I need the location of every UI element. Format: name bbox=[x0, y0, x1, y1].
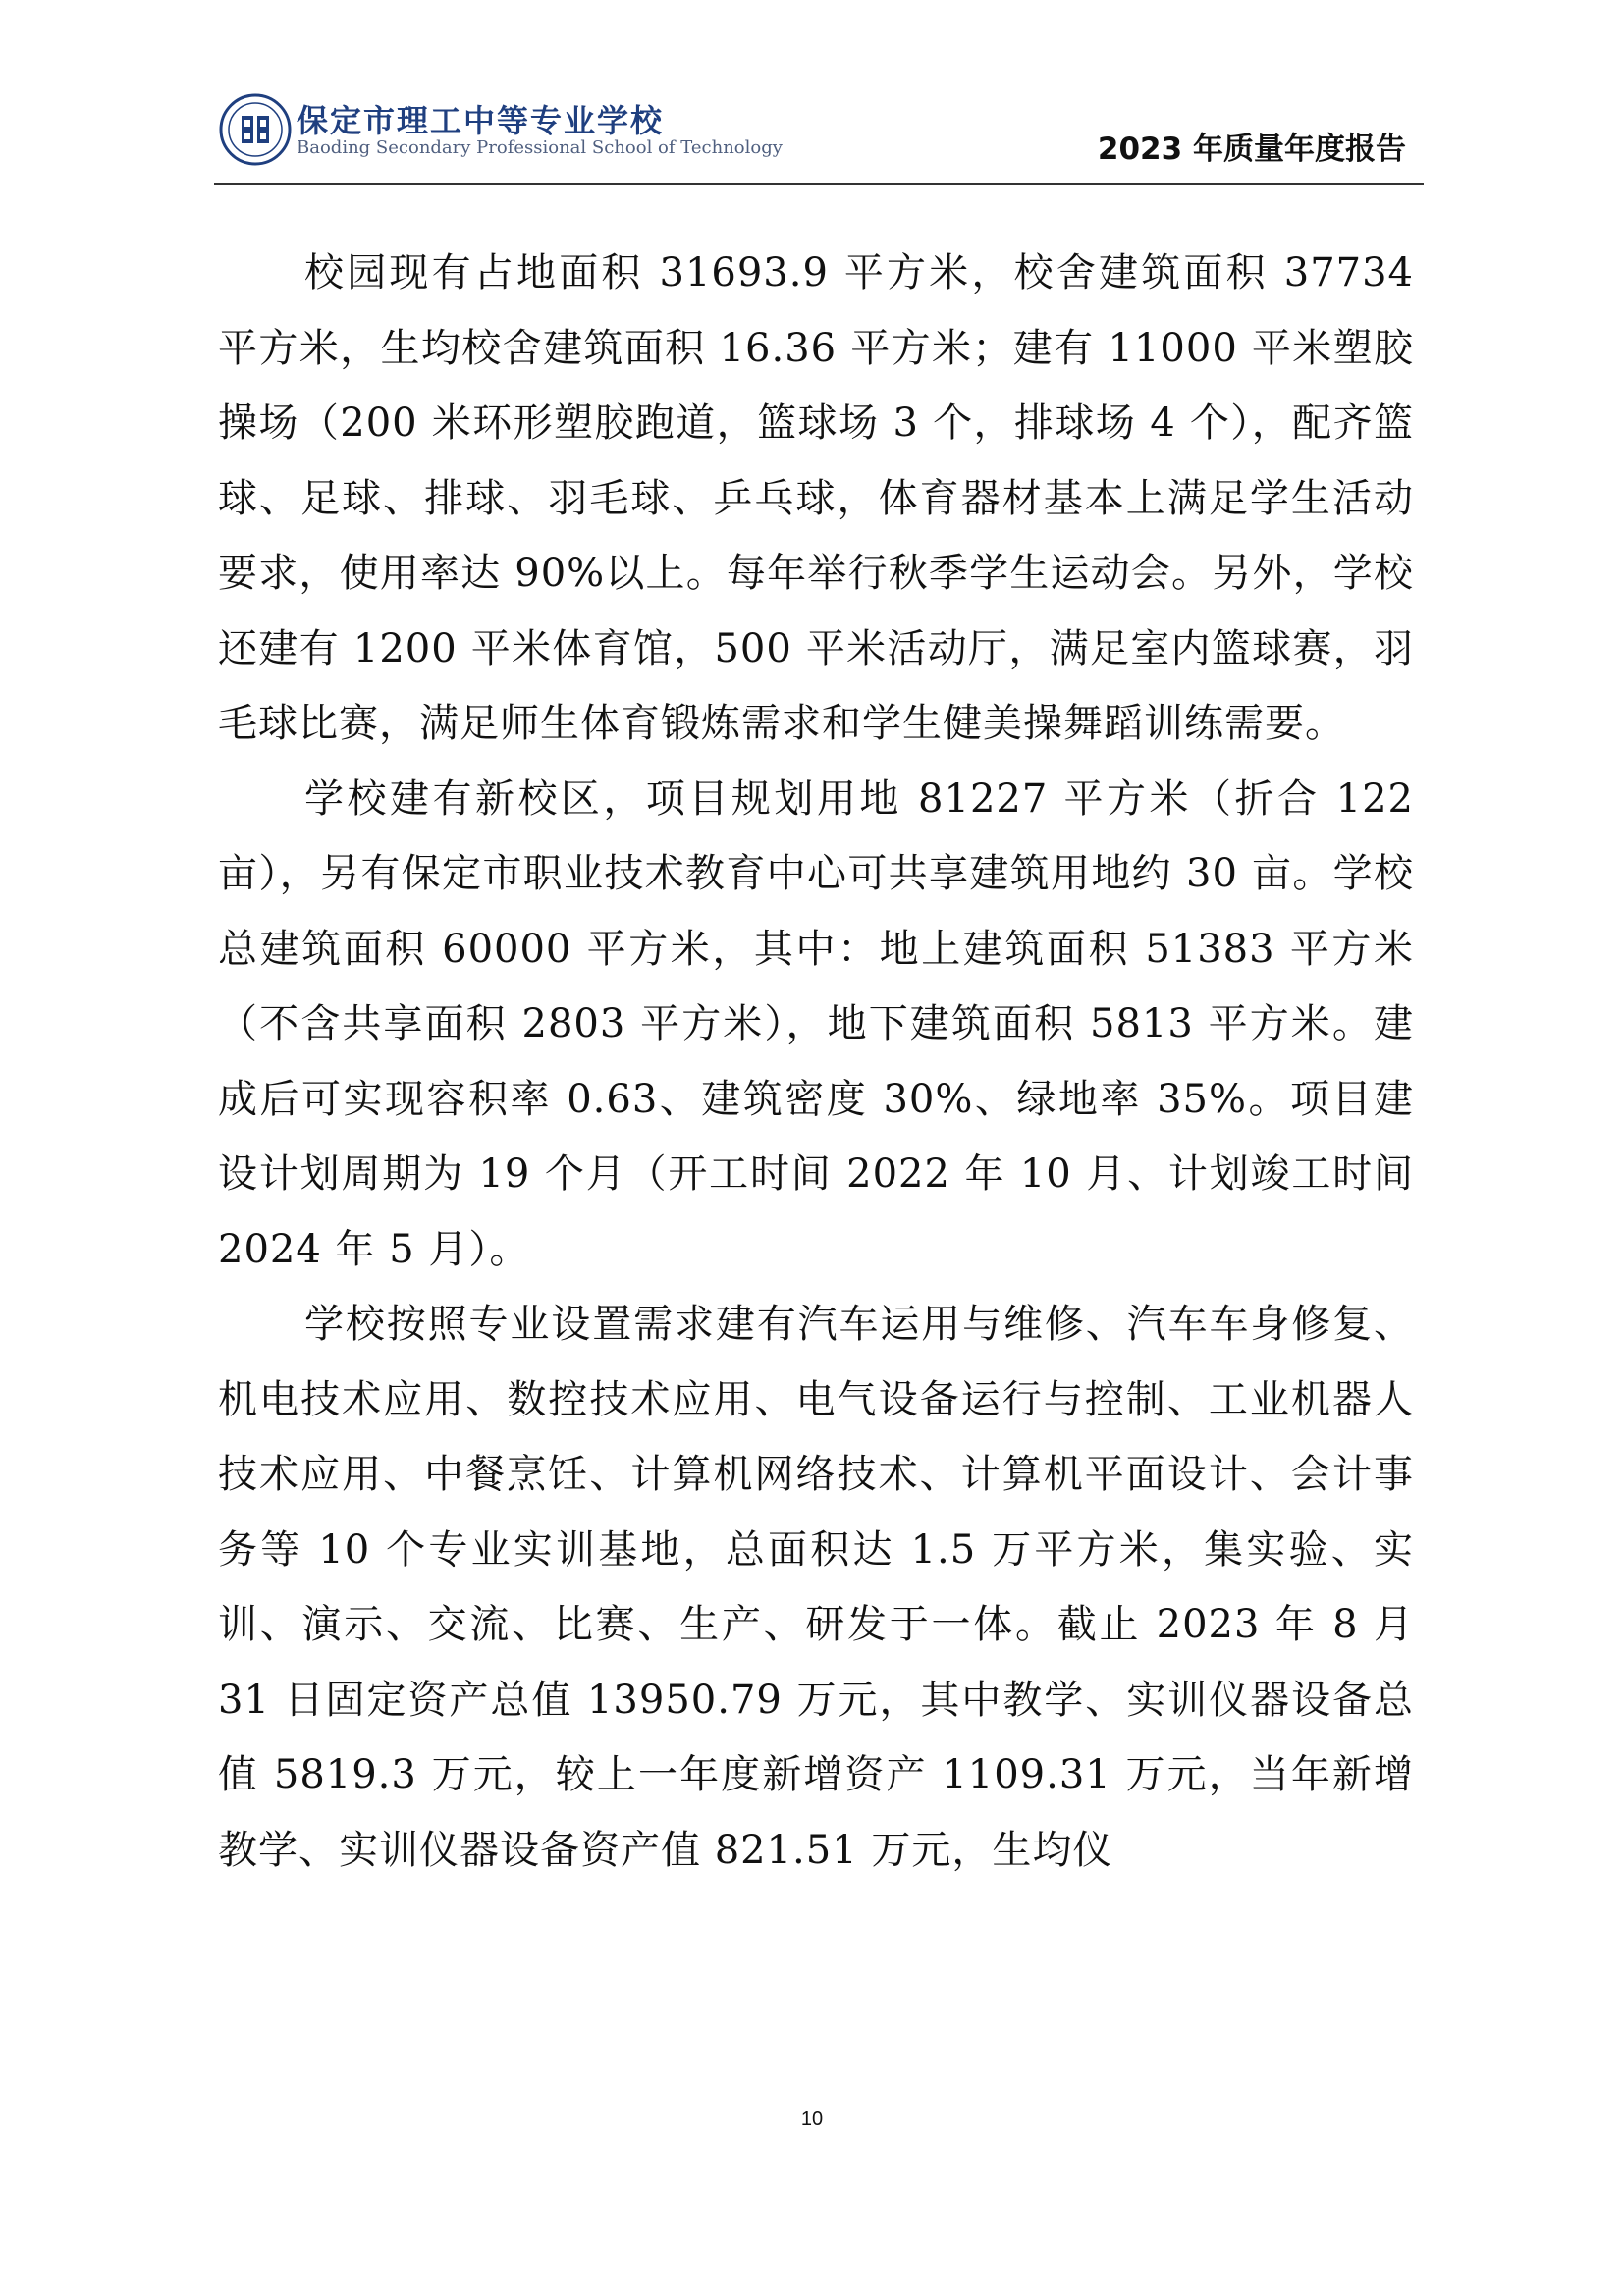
school-name-en: Baoding Secondary Professional School of Technology bbox=[297, 137, 783, 158]
page-number: 10 bbox=[800, 2109, 824, 2130]
document-body bbox=[218, 236, 1414, 1888]
paragraph-campus-facilities: 校园现有占地面积 31693.9 平方米，校舍建筑面积 37734 平方米，生均校舍建筑面积 16.36 平方米；建有 11000 平米塑胶操场（200 米环形塑胶跑道，篮球场 3 个，排球场 4 个），配齐篮球、足球、排球、羽毛球、乒乓球，体育器材基本上满足学生活动要求，使用率达 90%以上。每年举行秋季学生运动会。另外，学校还建有 1200 平米体育馆，500 平米活动厅，满足室内篮球赛，羽毛球比赛，满足师生体育锻炼需求和学生健美操舞蹈训练需要。 bbox=[218, 250, 1414, 746]
paragraph-new-campus: 学校建有新校区，项目规划用地 81227 平方米（折合 122 亩），另有保定市职业技术教育中心可共享建筑用地约 30 亩。学校总建筑面积 60000 平方米，其中：地上建筑面积 51383 平方米（不含共享面积 2803 平方米），地下建筑面积 5813 平方米。建成后可实现容积率 0.63、建筑密度 30%、绿地率 35%。项目建设计划周期为 19 个月（开工时间 2022 年 10 月、计划竣工时间 2024 年 5 月）。 bbox=[218, 775, 1414, 1272]
report-title: 2023 年质量年度报告 bbox=[1097, 132, 1406, 167]
school-name-cn: 保定市理工中等专业学校 bbox=[297, 102, 665, 139]
paragraph-training-bases: 学校按照专业设置需求建有汽车运用与维修、汽车车身修复、机电技术应用、数控技术应用、电气设备运行与控制、工业机器人技术应用、中餐烹饪、计算机网络技术、计算机平面设计、会计事务等 10 个专业实训基地，总面积达 1.5 万平方米，集实验、实训、演示、交流、比赛、生产、研发于一体。截止 2023 年 8 月 31 日固定资产总值 13950.79 万元，其中教学、实训仪器设备总值 5819.3 万元，较上一年度新增资产 1109.31 万元，当年新增教学、实训仪器设备资产值 821.51 万元，生均仪 bbox=[218, 1302, 1414, 1873]
school-logo-icon bbox=[218, 92, 293, 167]
header-divider bbox=[214, 183, 1424, 185]
page-header bbox=[214, 86, 1424, 185]
